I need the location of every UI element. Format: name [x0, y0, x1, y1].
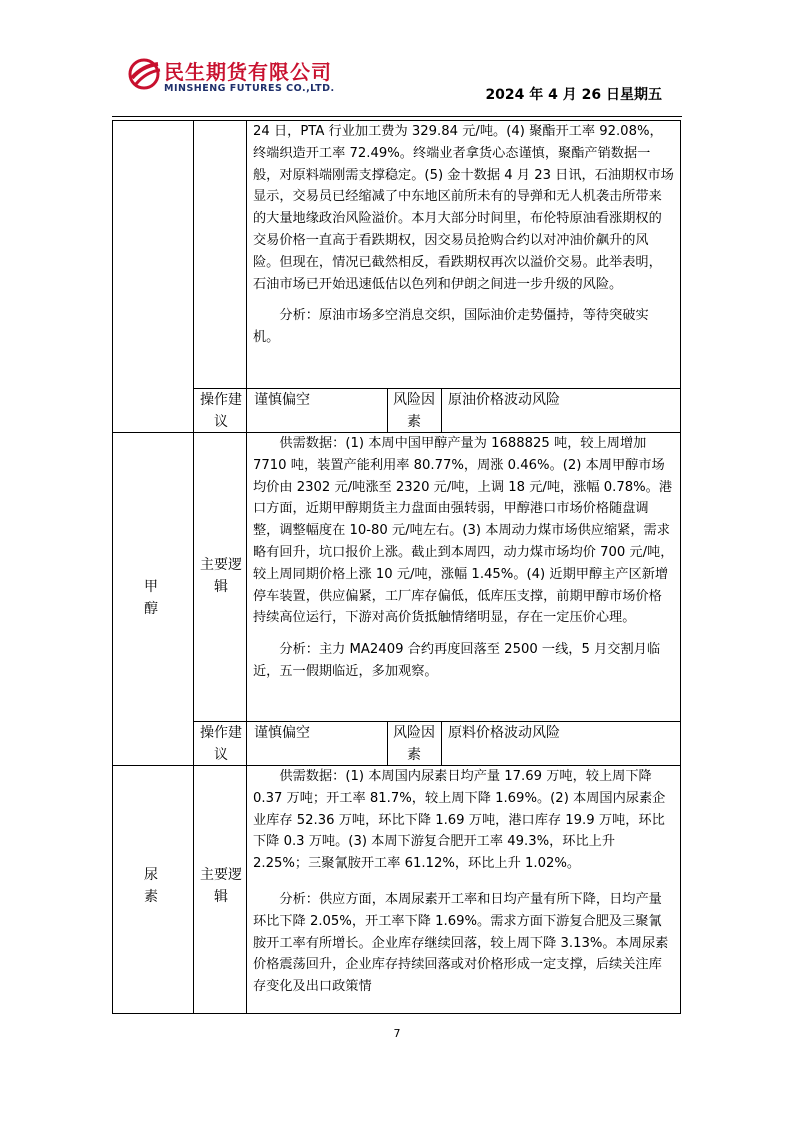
company-logo	[128, 56, 368, 100]
crude-logic-cell	[247, 121, 680, 388]
methanol-logic-label: 主要逻辑	[200, 557, 242, 595]
methanol-supply-paragraph: 供需数据：(1) 本周中国甲醇产量为 1688825 吨，较上周增加 7710 吨，装置产能利用率 80.77%，周涨 0.46%。(2) 本周甲醇市场均价由 2302 元/吨涨至 2320 元/吨，上调 18 元/吨，涨幅 0.78%。港口方面，近期甲醇期货主力盘面由强转弱，甲醇港口市场价格随盘调整，调整幅度在 10-80 元/吨左右。(3) 本周动力煤市场供应缩紧，需求略有回升，坑口报价上涨。截止到本周四，动力煤市场均价 700 元/吨，较上周同期价格上涨 10 元/吨，涨幅 1.45%。(4) 近期甲醇主产区新增停车装置，供应偏紧，工厂库存偏低，低库压支撑，前期甲醇市场价格持续高位运行，下游对高价货抵触情绪明显，存在一定压价心理。	[253, 436, 674, 626]
methanol-op-label: 操作建议	[200, 725, 242, 763]
crude-risk-label: 风险因素	[393, 392, 435, 430]
crude-op-label: 操作建议	[200, 392, 242, 430]
methanol-analysis-paragraph: 分析：主力 MA2409 合约再度回落至 2500 一线，5 月交割月临近，五一假期临近，多加观察。	[253, 642, 661, 679]
header-divider	[112, 116, 682, 117]
crude-analysis-paragraph: 分析：原油市场多空消息交织，国际油价走势僵持，等待突破实机。	[253, 308, 649, 346]
urea-name: 尿素	[144, 867, 158, 905]
crude-risk-value: 原油价格波动风险	[448, 392, 560, 408]
report-date: 2024 年 4 月 26 日星期五	[485, 87, 662, 103]
crude-logic-paragraph: 24 日，PTA 行业加工费为 329.84 元/吨。(4) 聚酯开工率 92.08%，终端织造开工率 72.49%。终端业者拿货心态谨慎，聚酯产销数据一般，对原料端刚需支撑稳定。(5) 金十数据 4 月 23 日讯，石油期权市场显示，交易员已经缩减了中东地区前所未有的导弹和无人机袭击所带来的大量地缘政治风险溢价。本月大部分时间里，布伦特原油看涨期权的交易价格一直高于看跌期权，因交易员抢购合约以对冲油价飙升的风险。但现在，情况已截然相反，看跌期权再次以溢价交易。此举表明，石油市场已开始迅速低估以色列和伊朗之间进一步升级的风险。	[253, 124, 674, 292]
methanol-risk-label: 风险因素	[393, 725, 435, 763]
urea-supply-paragraph: 供需数据：(1) 本周国内尿素日均产量 17.69 万吨，较上周下降 0.37 万吨；开工率 81.7%，较上周下降 1.69%。(2) 本周国内尿素企业库存 52.36 万吨，环比下降 1.69 万吨，港口库存 19.9 万吨，环比下降 0.3 万吨。(3) 本周下游复合肥开工率 49.3%，环比上升 2.25%；三聚氰胺开工率 61.12%，环比上升 1.02%。	[253, 769, 666, 872]
urea-analysis-paragraph: 分析：供应方面，本周尿素开工率和日均产量有所下降，日均产量环比下降 2.05%，开工率下降 1.69%。需求方面下游复合肥及三聚氰胺开工率有所增长。企业库存继续回落，较上周下降 3.13%。本周尿素价格震荡回升，企业库存持续回落或对价格形成一定支撑，后续关注库存变化及出口政策情	[253, 891, 669, 995]
company-name-en: MINSHENG FUTURES CO.,LTD.	[164, 83, 335, 94]
methanol-risk-value: 原料价格波动风险	[448, 725, 560, 741]
company-name-cn: 民生期货有限公司	[164, 60, 332, 84]
methanol-op-value: 谨慎偏空	[254, 725, 310, 741]
minsheng-logo-icon	[128, 58, 162, 90]
methanol-logic-cell	[247, 433, 680, 721]
methanol-name: 甲醇	[144, 579, 158, 617]
urea-logic-cell	[247, 766, 680, 1013]
page-number: 7	[393, 1027, 401, 1040]
crude-op-value: 谨慎偏空	[254, 392, 310, 408]
urea-logic-label: 主要逻辑	[200, 867, 242, 905]
